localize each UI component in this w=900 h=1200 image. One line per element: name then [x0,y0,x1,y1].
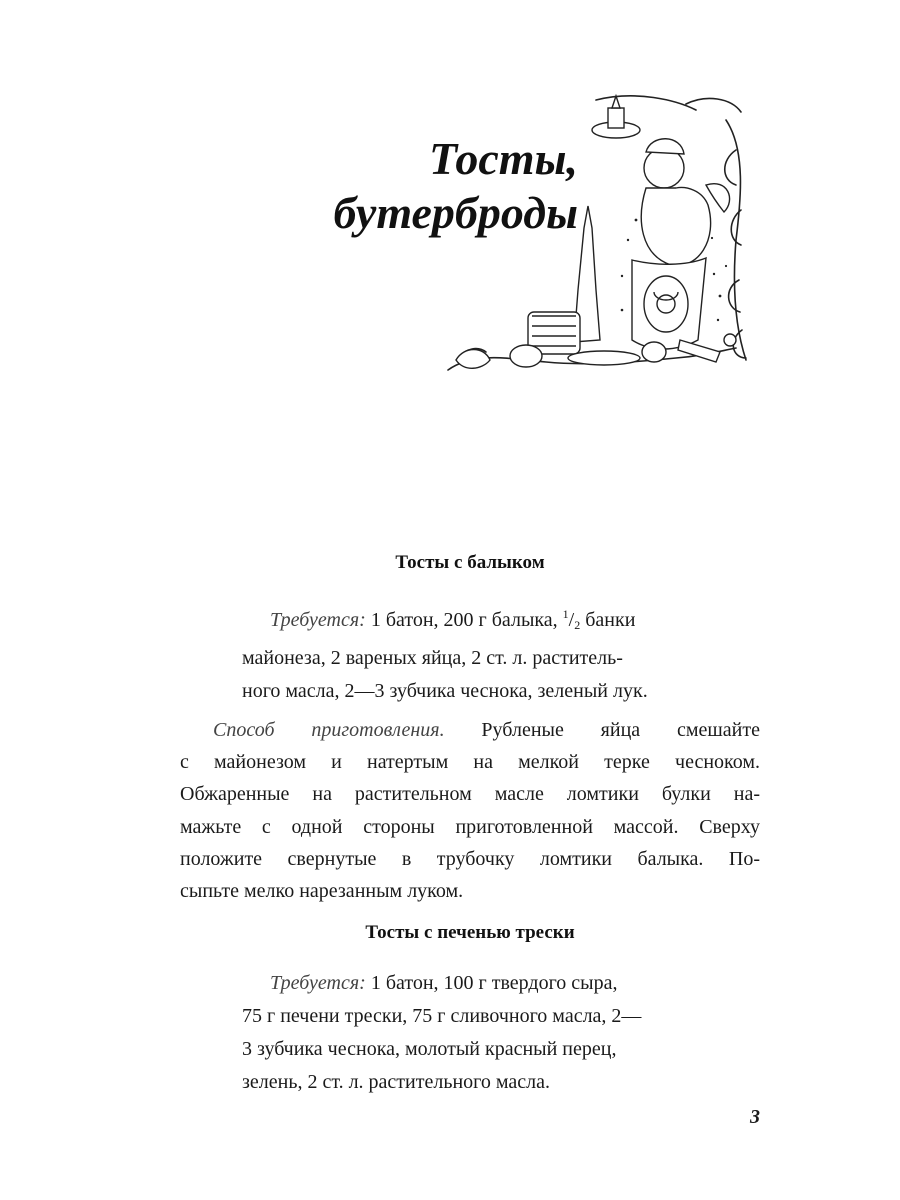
chapter-title-line-2: бутерброды [333,187,578,238]
ingredients-line: Требуется: 1 батон, 100 г твердого сыра, [270,972,618,994]
method-line: мажьте с одной стороны приготовленной массой. Сверху [180,815,760,838]
ingredients-label: Требуется: [270,609,366,631]
page-number: 3 [750,1106,760,1128]
ingredients-line: 75 г печени трески, 75 г сливочного масла, 2— [242,1005,642,1027]
fraction-numerator: 1 [562,607,569,621]
method-line: сыпьте мелко нарезанным луком. [180,880,464,903]
fraction-denominator: 2 [574,618,581,632]
ingredients-line: ного масла, 2—3 зубчика чеснока, зеленый лук. [242,680,648,702]
ingredients-line: майонеза, 2 вареных яйца, 2 ст. л. раститель- [242,647,623,669]
method-line: Обжаренные на растительном масле ломтики булки на- [180,783,760,806]
recipe-title-cod-liver: Тосты с печенью трески [365,922,575,943]
decorative-engraving [436,90,756,390]
recipe-title-balyk: Тосты с балыком [395,552,545,573]
ingredients-line: 3 зубчика чеснока, молотый красный перец, [242,1038,617,1060]
chapter-title-line-1: Тосты, [428,133,578,184]
ingredients-line: Требуется: 1 батон, 200 г балыка, $^1/_2$ банки [270,607,636,632]
ingredients-balyk [242,598,712,708]
method-balyk [180,714,760,907]
method-line: положите свернутые в трубочку ломтики балыка. По- [180,847,760,870]
ingredients-line: зелень, 2 ст. л. растительного масла. [242,1071,551,1093]
method-line: с майонезом и натертым на мелкой терке чесноком. [180,751,760,774]
ingredients-cod-liver [242,967,712,1099]
method-label: Способ приготовления. [213,719,445,741]
ingredients-label: Требуется: [270,972,366,994]
method-line: Способ приготовления. Рубленые яйца смешайте [213,719,760,741]
